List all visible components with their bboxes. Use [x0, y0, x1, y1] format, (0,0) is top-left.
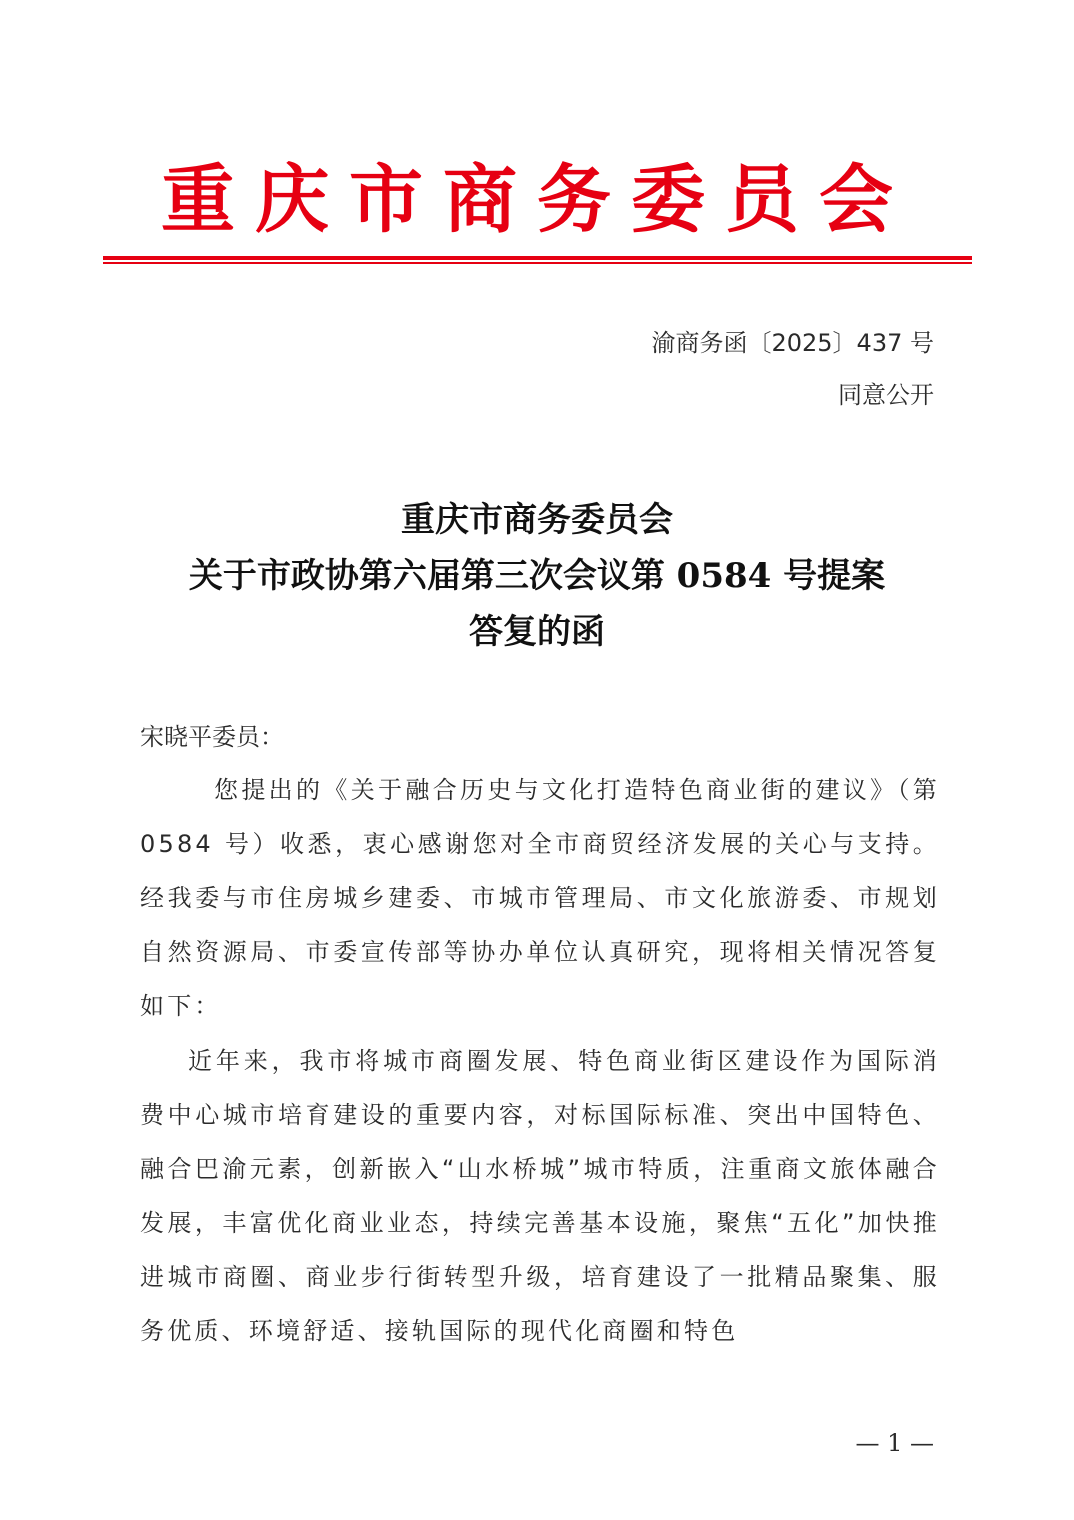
page-number: — 1 —	[855, 1429, 934, 1457]
red-rule-thick	[103, 256, 972, 260]
org-header: 重庆市商务委员会	[161, 157, 913, 243]
disclosure-status: 同意公开	[838, 381, 934, 409]
body-paragraph-1: 您提出的《关于融合历史与文化打造特色商业街的建议》（第 0584 号）收悉，衷心感谢您对全市商贸经济发展的关心与支持。经我委与市住房城乡建委、市城市管理局、市文化旅游委、市规划自然资源局、市委宣传部等协办单位认真研究，现将相关情况答复如下：	[140, 776, 940, 1020]
body-paragraph-2: 近年来，我市将城市商圈发展、特色商业街区建设作为国际消费中心城市培育建设的重要内容，对标国际标准、突出中国特色、融合巴渝元素，创新嵌入“山水桥城”城市特质，注重商文旅体融合发展，丰富优化商业业态，持续完善基本设施，聚焦“五化”加快推进城市商圈、商业步行街转型升级，培育建设了一批精品聚集、服务优质、环境舒适、接轨国际的现代化商圈和特色	[140, 1047, 940, 1345]
salutation: 宋晓平委员：	[140, 723, 284, 751]
red-rule-thin	[103, 262, 972, 264]
title-line-2: 关于市政协第六届第三次会议第 0584 号提案	[188, 556, 886, 596]
document-title	[100, 492, 974, 660]
title-line-1: 重庆市商务委员会	[401, 500, 673, 540]
doc-number: 渝商务函〔2025〕437 号	[651, 329, 934, 357]
title-line-3: 答复的函	[469, 612, 605, 652]
